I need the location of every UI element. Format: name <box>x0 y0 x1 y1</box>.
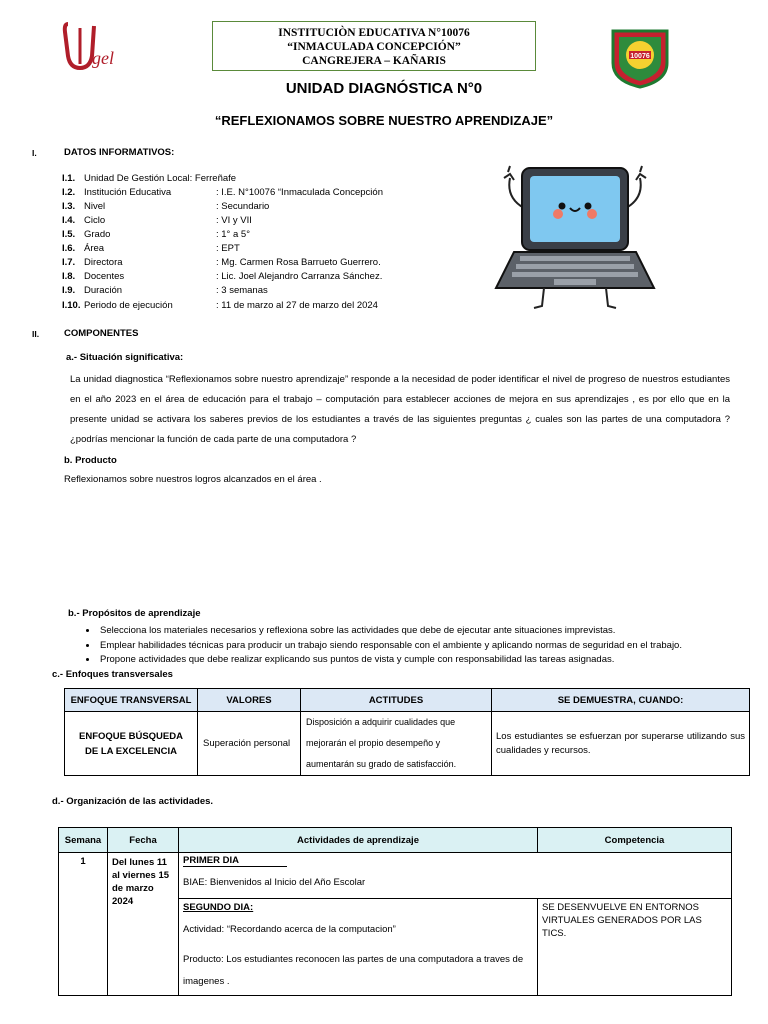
institution-line-3: CANGREJERA – KAÑARIS <box>302 55 446 67</box>
situacion-heading: a.- Situación significativa: <box>66 352 184 363</box>
table-cell: 1 <box>59 853 108 996</box>
table-header: ACTITUDES <box>301 689 492 712</box>
table-row <box>59 853 732 899</box>
organizacion-heading: d.- Organización de las actividades. <box>52 796 214 807</box>
list-item: • Propone actividades que debe realizar explicando sus puntos de vista y cumple con responsabilidad las tareas asignadas. <box>98 653 758 668</box>
dia1-title: PRIMER DIA <box>183 855 287 867</box>
table-header-row <box>59 828 732 853</box>
table-header: VALORES <box>198 689 301 712</box>
table-cell: SE DESENVUELVE EN ENTORNOS VIRTUALES GENERADOS POR LAS TICS. <box>538 899 732 996</box>
dia2-actividad: Actividad: “Recordando acerca de la computacion” <box>183 924 396 935</box>
table-cell: Superación personal <box>198 712 301 776</box>
unit-title: UNIDAD DIAGNÓSTICA N°0 <box>285 80 483 97</box>
list-item: • Emplear habilidades técnicas para producir un trabajo siendo responsable con el ambiente y aplicando normas de seguridad en el trabajo. <box>98 639 758 654</box>
producto-heading: b. Producto <box>64 455 117 466</box>
producto-text: Reflexionamos sobre nuestros logros alcanzados en el área . <box>64 474 322 485</box>
section1-number: I. <box>32 148 37 158</box>
info-row: I.5. Grado : 1° a 5° <box>62 229 251 240</box>
propositos-list <box>80 624 758 668</box>
table-header: Semana <box>59 828 108 853</box>
info-row: I.8. Docentes : Lic. Joel Alejandro Carranza Sánchez. <box>62 271 383 282</box>
institution-header-box <box>212 21 536 71</box>
table-header: Fecha <box>108 828 179 853</box>
svg-text:10076: 10076 <box>630 53 650 60</box>
table-header: ENFOQUE TRANSVERSAL <box>65 689 198 712</box>
info-row: I.10. Periodo de ejecución : 11 de marzo al 27 de marzo del 2024 <box>62 300 378 311</box>
table-header: SE DEMUESTRA, CUANDO: <box>492 689 750 712</box>
institution-line-2: “INMACULADA CONCEPCIÓN” <box>287 41 461 53</box>
table-cell: Del lunes 11 al viernes 15 de marzo 2024 <box>108 853 179 996</box>
table-header: Competencia <box>538 828 732 853</box>
svg-text:gel: gel <box>92 48 114 68</box>
table-cell <box>179 899 538 996</box>
table-cell: Los estudiantes se esfuerzan por superarse utilizando sus cualidades y recursos. <box>492 712 750 776</box>
unit-subtitle: “REFLEXIONAMOS SOBRE NUESTRO APRENDIZAJE” <box>214 113 554 128</box>
info-row: I.7. Directora : Mg. Carmen Rosa Barrueto Guerrero. <box>62 257 381 268</box>
dia2-title: SEGUNDO DIA: <box>183 902 254 913</box>
table-cell: ENFOQUE BÚSQUEDA DE LA EXCELENCIA <box>65 712 198 776</box>
info-row: I.6. Área : EPT <box>62 243 240 254</box>
list-item: • Selecciona los materiales necesarios y reflexiona sobre las actividades que debe de ejecutar ante situaciones imprevistas. <box>98 624 758 639</box>
dia2-producto: Producto: Los estudiantes reconocen las partes de una computadora a traves de imagenes . <box>183 954 524 987</box>
section2-number: II. <box>32 329 40 339</box>
info-row: I.3. Nivel : Secundario <box>62 201 270 212</box>
table-cell <box>179 853 732 899</box>
info-row: I.1. Unidad De Gestión Local: Ferreñafe <box>62 173 237 184</box>
section2-heading: COMPONENTES <box>64 328 139 339</box>
info-row: I.2. Institución Educativa : I.E. N°10076 “Inmaculada Concepción <box>62 187 383 198</box>
info-row: I.9. Duración : 3 semanas <box>62 285 268 296</box>
laptop-illustration <box>484 148 666 320</box>
table-header: Actividades de aprendizaje <box>179 828 538 853</box>
table-header-row <box>65 689 750 712</box>
table-cell: Disposición a adquirir cualidades que mejorarán el propio desempeño y aumentarán su grado de satisfacción. <box>301 712 492 776</box>
ugel-logo <box>62 18 124 78</box>
enfoques-table <box>64 688 750 776</box>
enfoques-heading: c.- Enfoques transversales <box>52 669 173 680</box>
dia1-text: BIAE: Bienvenidos al Inicio del Año Escolar <box>183 877 366 888</box>
section1-heading: DATOS INFORMATIVOS: <box>64 147 175 158</box>
table-row <box>65 712 750 776</box>
actividades-table <box>58 827 732 996</box>
info-row: I.4. Ciclo : VI y VII <box>62 215 252 226</box>
institution-line-1: INSTITUCIÒN EDUCATIVA N°10076 <box>278 27 470 39</box>
situacion-paragraph: La unidad diagnostica “Reflexionamos sobre nuestro aprendizaje” responde a la necesidad de poder identificar el nivel de progreso de nuestros estudiantes en el año 2023 en el área de educación para el trabajo – computación para establecer acciones de mejora en sus aprendizajes , es por ello que en la presente unidad se activara los saberes previos de los estudiantes a través de las siguientes preguntas ¿ cuales son las partes de una computadora ? ¿podrías mencionar la función de cada parte de una computadora ? <box>70 374 730 445</box>
propositos-heading: b.- Propósitos de aprendizaje <box>68 608 201 619</box>
